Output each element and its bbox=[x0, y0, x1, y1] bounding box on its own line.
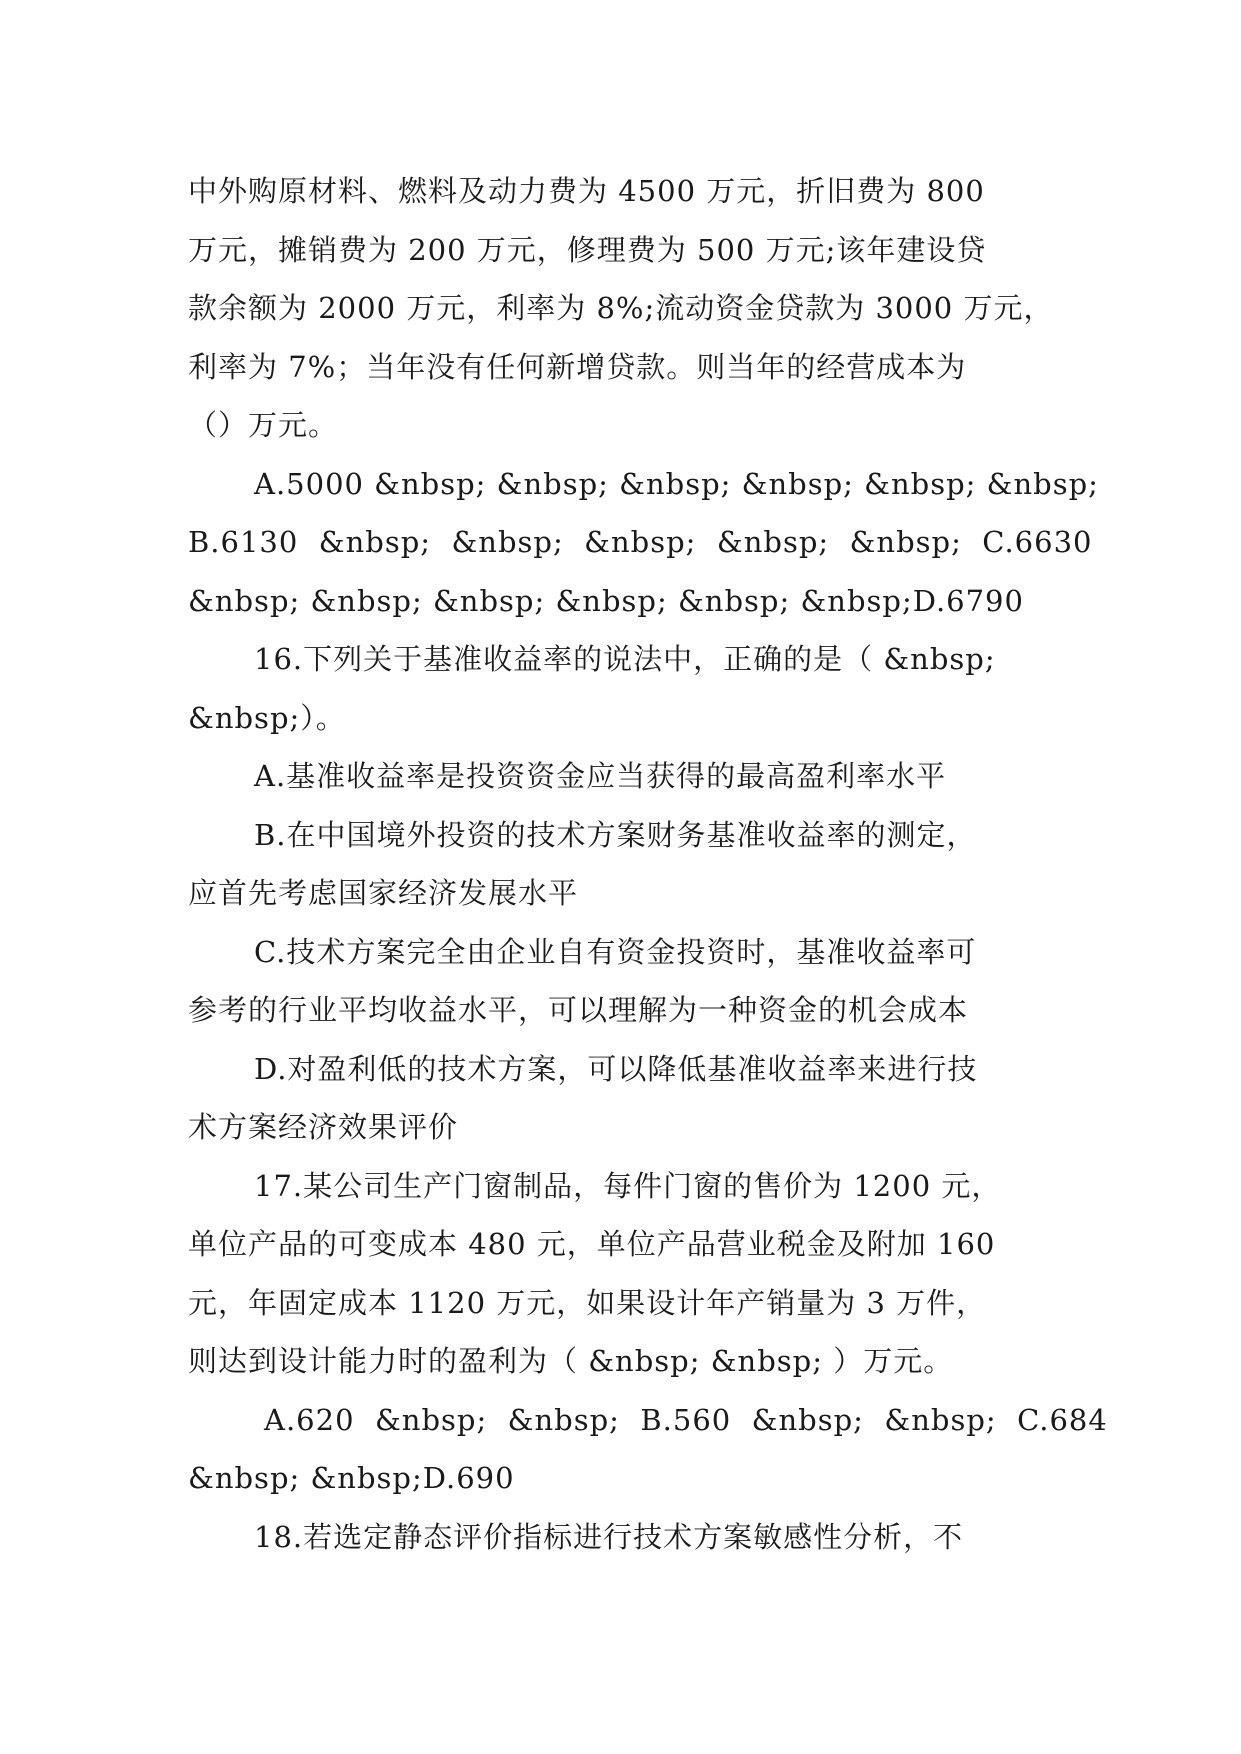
option-line: A.620 &nbsp; &nbsp; B.560 &nbsp; &nbsp; C.684 bbox=[264, 1402, 1108, 1437]
option-line: 应首先考虑国家经济发展水平 bbox=[188, 876, 579, 910]
option-line: D.对盈利低的技术方案，可以降低基准收益率来进行技 bbox=[254, 1051, 978, 1086]
option-line: &nbsp; &nbsp;D.690 bbox=[188, 1461, 515, 1495]
question-line: &nbsp;）。 bbox=[188, 700, 346, 735]
option-line: C.技术方案完全由企业自有资金投资时，基准收益率可 bbox=[254, 934, 977, 969]
text-line: 款余额为 2000 万元，利率为 8%;流动资金贷款为 3000 万元， bbox=[188, 291, 1054, 325]
option-line: B.在中国境外投资的技术方案财务基准收益率的测定， bbox=[254, 817, 977, 852]
question-line: 元，年固定成本 1120 万元，如果设计年产销量为 3 万件， bbox=[188, 1285, 987, 1320]
option-line: &nbsp; &nbsp; &nbsp; &nbsp; &nbsp; &nbsp;D.6790 bbox=[188, 583, 1024, 618]
text-line: 万元，摊销费为 200 万元，修理费为 500 万元;该年建设贷 bbox=[188, 232, 987, 267]
option-line: A.5000 &nbsp; &nbsp; &nbsp; &nbsp; &nbsp; &nbsp; bbox=[254, 466, 1099, 501]
text-line: 中外购原材料、燃料及动力费为 4500 万元，折旧费为 800 bbox=[188, 174, 985, 208]
question-line: 18.若选定静态评价指标进行技术方案敏感性分析，不 bbox=[254, 1519, 964, 1554]
question-line: 则达到设计能力时的盈利为（ &nbsp; &nbsp; ）万元。 bbox=[188, 1344, 954, 1378]
text-line: （）万元。 bbox=[188, 408, 339, 442]
document-page bbox=[188, 162, 1108, 1566]
option-line: B.6130 &nbsp; &nbsp; &nbsp; &nbsp; &nbsp; C.6630 bbox=[188, 525, 1093, 559]
question-line: 17.某公司生产门窗制品，每件门窗的售价为 1200 元， bbox=[254, 1168, 1002, 1203]
option-line: 术方案经济效果评价 bbox=[188, 1110, 459, 1144]
question-line: 16.下列关于基准收益率的说法中，正确的是（ &nbsp; bbox=[254, 642, 996, 676]
text-line: 利率为 7%；当年没有任何新增贷款。则当年的经营成本为 bbox=[188, 349, 967, 384]
option-line: A.基准收益率是投资资金应当获得的最高盈利率水平 bbox=[254, 759, 947, 793]
question-line: 单位产品的可变成本 480 元，单位产品营业税金及附加 160 bbox=[188, 1227, 996, 1261]
option-line: 参考的行业平均收益水平，可以理解为一种资金的机会成本 bbox=[188, 993, 969, 1027]
